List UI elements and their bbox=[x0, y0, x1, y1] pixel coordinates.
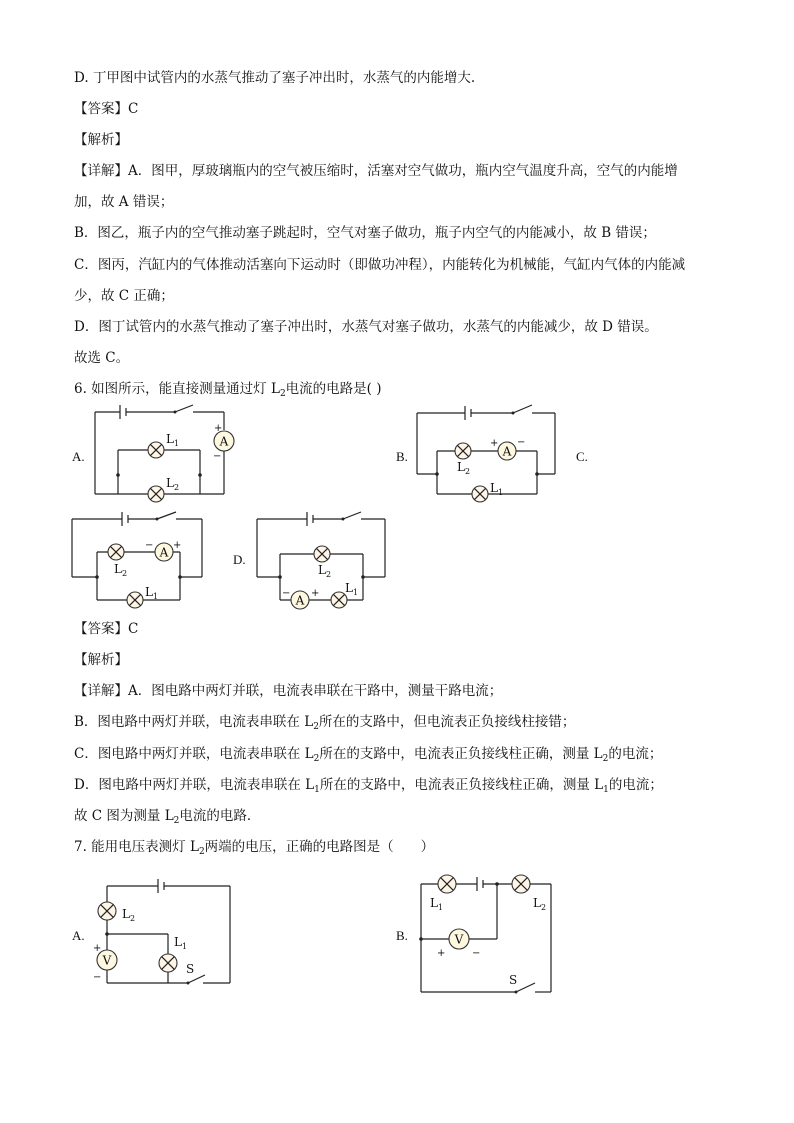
q6-detail-c-sub2: 2 bbox=[602, 754, 609, 764]
q5-detail-a1: 【详解】A．图甲，厚玻璃瓶内的空气被压缩时，活塞对空气做功，瓶内空气温度升高，空气的内能增 bbox=[74, 163, 678, 179]
lamp-label-sub: 1 bbox=[182, 942, 188, 951]
lamp-label: L bbox=[430, 896, 438, 910]
q6-analysis-label: 【解析】 bbox=[74, 652, 128, 668]
q7-stem-pre: 7. 能用电压表测灯 L bbox=[74, 839, 199, 855]
voltmeter-minus: − bbox=[472, 948, 481, 959]
lamp-icon bbox=[127, 592, 143, 608]
ammeter-letter: A bbox=[502, 444, 512, 459]
ammeter-plus: + bbox=[214, 423, 223, 434]
voltmeter-minus: − bbox=[93, 972, 102, 983]
lamp-label-sub: 1 bbox=[438, 903, 444, 912]
q5-detail-d: D．图丁试管内的水蒸气推动了塞子冲出时，水蒸气对塞子做功，水蒸气的内能减少，故 D 错误。 bbox=[74, 319, 658, 335]
lamp-icon bbox=[512, 875, 530, 893]
lamp-icon bbox=[148, 486, 164, 502]
lamp-label-sub: 2 bbox=[122, 569, 128, 578]
switch-blade bbox=[175, 405, 193, 412]
q6-detail-c-pre: C．图电路中两灯并联，电流表串联在 L bbox=[74, 746, 314, 762]
q6-option-d-label: D. bbox=[233, 552, 246, 567]
lamp-label: L bbox=[122, 907, 130, 921]
ammeter-minus: − bbox=[145, 540, 154, 551]
circuit-7b bbox=[418, 870, 568, 1000]
circuit-6a bbox=[90, 405, 240, 505]
lamp-label-sub: 1 bbox=[498, 488, 504, 497]
q6-option-c-label: C. bbox=[576, 449, 588, 464]
voltmeter-plus: + bbox=[93, 943, 102, 954]
ammeter-letter: A bbox=[159, 545, 169, 560]
q5-answer: 【答案】C bbox=[74, 101, 139, 117]
q5-detail-c2: 少，故 C 正确； bbox=[74, 288, 174, 304]
q6-stem-sub: 2 bbox=[279, 389, 286, 399]
q7-stem-post: 两端的电压，正确的电路图是（ ） bbox=[204, 839, 435, 855]
lamp-label-sub: 2 bbox=[465, 467, 471, 476]
circuit-6b bbox=[415, 405, 565, 500]
lamp-icon bbox=[314, 546, 330, 562]
q5-conclusion: 故选 C。 bbox=[74, 350, 130, 366]
q6-option-b-label: B. bbox=[396, 449, 408, 464]
q6-detail-d-pre: D．图电路中两灯并联，电流表串联在 L bbox=[74, 777, 315, 793]
ammeter-minus: − bbox=[517, 437, 526, 448]
lamp-label: L bbox=[533, 896, 541, 910]
switch-blade bbox=[516, 983, 535, 992]
lamp-label-sub: 1 bbox=[353, 588, 359, 597]
lamp-label: L bbox=[174, 935, 182, 949]
q6-detail-d bbox=[74, 775, 663, 800]
lamp-icon bbox=[455, 443, 471, 459]
lamp-label: L bbox=[457, 460, 465, 474]
q6-detail-b-pre: B．图电路中两灯并联，电流表串联在 L bbox=[74, 714, 314, 730]
q6-detail-d-post: 的电流； bbox=[608, 777, 663, 793]
q5-detail-c1: C．图丙，汽缸内的气体推动活塞向下运动时（即做功冲程），内能转化为机械能，气缸内气体的内能减 bbox=[74, 257, 686, 273]
q6-conclusion-post: 电流的电路． bbox=[179, 808, 261, 824]
ammeter-letter: A bbox=[295, 593, 305, 608]
lamp-label-sub: 2 bbox=[326, 570, 332, 579]
lamp-label-sub: 2 bbox=[174, 483, 180, 492]
q6-detail-c-mid: 所在的支路中，电流表正负接线柱正确，测量 L bbox=[319, 746, 603, 762]
ammeter-plus: + bbox=[173, 540, 182, 551]
lamp-label: L bbox=[145, 585, 153, 599]
q6-detail-b-post: 所在的支路中，但电流表正负接线柱接错； bbox=[318, 714, 576, 730]
lamp-icon bbox=[98, 902, 116, 920]
lamp-label: L bbox=[318, 563, 326, 577]
voltmeter-letter: V bbox=[454, 932, 464, 947]
q5-option-d: D. 丁甲图中试管内的水蒸气推动了塞子冲出时，水蒸气的内能增大. bbox=[74, 70, 476, 86]
q7-option-b-label: B. bbox=[396, 928, 408, 943]
lamp-label: L bbox=[166, 476, 174, 490]
q6-stem-pre: 6. 如图所示，能直接测量通过灯 L bbox=[74, 381, 280, 397]
switch-blade bbox=[343, 512, 361, 519]
switch-label: S bbox=[509, 973, 518, 987]
lamp-label: L bbox=[490, 481, 498, 495]
lamp-icon bbox=[108, 544, 124, 560]
lamp-label-sub: 2 bbox=[541, 903, 547, 912]
lamp-label-sub: 1 bbox=[174, 439, 180, 448]
ammeter-minus: − bbox=[282, 588, 291, 599]
circuit-6c bbox=[70, 512, 210, 612]
lamp-label: L bbox=[114, 562, 122, 576]
q6-detail-a: 【详解】A．图电路中两灯并联，电流表串联在干路中，测量干路电流； bbox=[74, 683, 503, 699]
q6-stem bbox=[74, 379, 382, 404]
ammeter-letter: A bbox=[219, 434, 229, 449]
voltmeter-plus: + bbox=[437, 948, 446, 959]
lamp-label-sub: 1 bbox=[153, 592, 159, 601]
circuit-7a bbox=[90, 876, 240, 991]
q6-detail-d-sub: 1 bbox=[314, 785, 320, 795]
lamp-icon bbox=[438, 875, 456, 893]
q6-detail-b-sub: 2 bbox=[313, 722, 319, 732]
q6-detail-c bbox=[74, 744, 662, 769]
q6-conclusion-pre: 故 C 图为测量 L bbox=[74, 808, 174, 824]
switch-blade bbox=[188, 975, 205, 983]
ammeter-minus: − bbox=[213, 451, 222, 462]
ammeter-plus: + bbox=[311, 588, 320, 599]
switch-blade bbox=[513, 405, 532, 413]
q6-detail-c-sub: 2 bbox=[313, 754, 320, 764]
switch-label: S bbox=[186, 962, 195, 976]
switch-blade bbox=[157, 512, 176, 519]
q6-detail-d-mid: 所在的支路中，电流表正负接线柱正确，测量 L bbox=[319, 777, 604, 793]
lamp-label: L bbox=[345, 581, 353, 595]
q7-option-a-label: A. bbox=[72, 928, 85, 943]
q6-detail-d-sub2: 1 bbox=[603, 785, 609, 795]
q6-detail-b bbox=[74, 712, 575, 737]
q5-detail-a2: 加，故 A 错误； bbox=[74, 194, 174, 210]
q6-answer: 【答案】C bbox=[74, 621, 139, 637]
circuit-6d bbox=[255, 512, 395, 612]
voltmeter-letter: V bbox=[102, 953, 112, 968]
q6-conclusion bbox=[74, 806, 260, 831]
q5-analysis-label: 【解析】 bbox=[74, 132, 128, 148]
lamp-label: L bbox=[166, 432, 174, 446]
lamp-icon bbox=[148, 442, 164, 458]
lamp-label-sub: 2 bbox=[130, 914, 136, 923]
q6-detail-c-post: 的电流； bbox=[608, 746, 663, 762]
ammeter-plus: + bbox=[490, 438, 499, 449]
q6-stem-post: 电流的电路是( ) bbox=[285, 381, 382, 397]
lamp-icon bbox=[159, 954, 177, 972]
lamp-icon bbox=[472, 486, 488, 502]
q7-stem-sub: 2 bbox=[198, 847, 205, 857]
q5-detail-b: B．图乙，瓶子内的空气推动塞子跳起时，空气对塞子做功，瓶子内空气的内能减小，故 B 错误； bbox=[74, 225, 656, 241]
q6-option-a-label: A. bbox=[72, 449, 85, 464]
q7-stem bbox=[74, 837, 434, 862]
q6-conclusion-sub: 2 bbox=[173, 816, 180, 826]
